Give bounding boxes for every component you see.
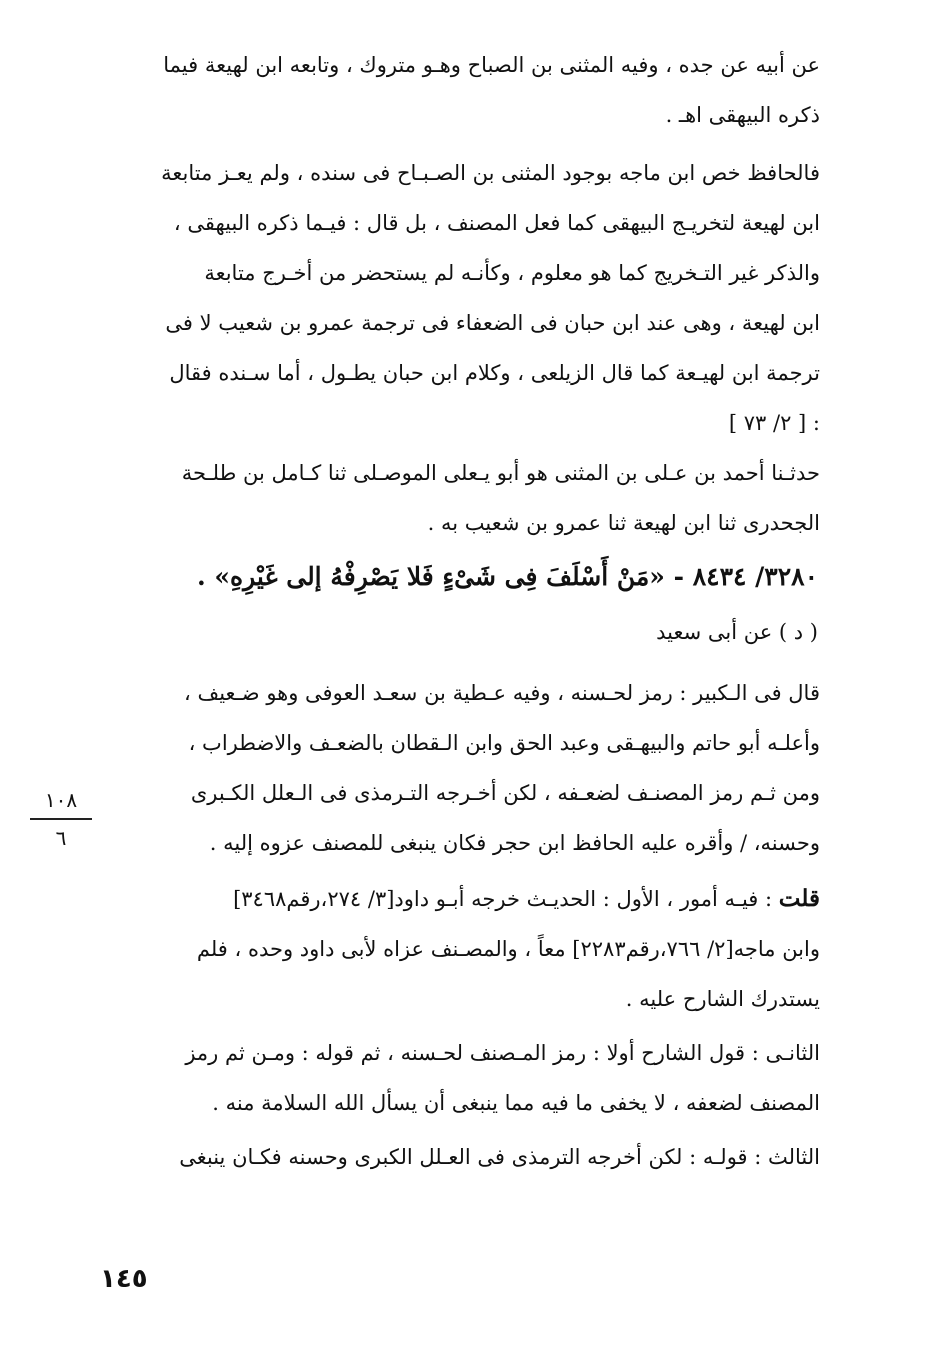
page-number: ١٤٥ <box>100 1264 148 1294</box>
paragraph-1 <box>100 40 820 140</box>
hadith-heading: ٣٢٨٠/ ٨٤٣٤ - «مَنْ أَسْلَفَ فِى شَىْءٍ فَلا يَصْرِفْهُ إلى غَيْرِهِ» . <box>196 562 818 591</box>
paragraph-4 <box>100 668 820 868</box>
text-line: فالحافظ خص ابن ماجه بوجود المثنى بن الصـبـاح فى سنده ، ولم يعـز متابعة <box>161 161 820 185</box>
paragraph-7 <box>100 1132 820 1182</box>
text-line: ابن لهيعة ، وهى عند ابن حبان فى الضعفاء فى ترجمة عمرو بن شعيب لا فى <box>165 311 820 335</box>
text-line: ذكره البيهقى اهـ . <box>665 103 820 127</box>
paragraph-3 <box>100 448 820 548</box>
text-line: والذكر غير التـخريج كما هو معلوم ، وكأنـه لم يستحضر من أخـرج متابعة <box>204 261 820 285</box>
text-line: قال فى الـكبير : رمز لحـسنه ، وفيه عـطية بن سعـد العوفى وهو ضـعيف ، <box>184 681 820 705</box>
text-line: المصنف لضعفه ، لا يخفى ما فيه مما ينبغى أن يسأل الله السلامة منه . <box>212 1091 820 1115</box>
paragraph-5 <box>100 874 820 1024</box>
hadith-source: ( د ) عن أبى سعيد <box>656 620 818 644</box>
qult-text: : فيـه أمور ، الأول : الحديـث خرجه أبـو داود[٣/ ٢٧٤،رقم٣٤٦٨] <box>233 887 773 911</box>
paragraph-6 <box>100 1028 820 1128</box>
text-line: الثالث : قولـه : لكن أخرجه الترمذى فى العـلل الكبرى وحسنه فكـان ينبغى <box>179 1145 820 1169</box>
text-line: وأعلـه أبو حاتم والبيهـقى وعبد الحق وابن الـقطان بالضعـف والاضطراب ، <box>188 731 820 755</box>
text-line: ابن لهيعة لتخريـج البيهقى كما فعل المصنف ، بل قال : فيـما ذكره البيهقى ، <box>173 211 820 235</box>
text-line: يستدرك الشارح عليه . <box>625 987 820 1011</box>
text-line: وحسنه، / وأقره عليه الحافظ ابن حجر فكان ينبغى للمصنف عزوه إليه . <box>209 831 820 855</box>
text-line: الثانـى : قول الشارح أولا : رمز المـصنف لحـسنه ، ثم قوله : ومـن ثم رمز <box>185 1041 820 1065</box>
margin-reference-bottom: ٦ <box>55 826 67 850</box>
text-line: حدثـنا أحمد بن عـلى بن المثنى هو أبو يـعلى الموصـلى ثنا كـامل بن طلـحة <box>181 461 820 485</box>
text-line: الجحدرى ثنا ابن لهيعة ثنا عمرو بن شعيب به . <box>427 511 820 535</box>
text-line: : [ ٢/ ٧٣ ] <box>728 411 820 435</box>
text-line: وابن ماجه[٢/ ٧٦٦،رقم٢٢٨٣] معاً ، والمصـنف عزاه لأبى داود وحده ، فلم <box>196 937 820 961</box>
margin-reference <box>30 784 92 854</box>
text-line <box>100 874 820 924</box>
qult-label: قلت <box>778 885 820 912</box>
margin-reference-top: ١٠٨ <box>44 788 78 812</box>
paragraph-2 <box>100 148 820 448</box>
margin-reference-divider <box>30 818 92 820</box>
text-line: عن أبيه عن جده ، وفيه المثنى بن الصباح وهـو متروك ، وتابعه ابن لهيعة فيما <box>163 53 820 77</box>
text-line: ومن ثـم رمز المصنـف لضعـفه ، لكن أخـرجه التـرمذى فى الـعلل الكـبرى <box>190 781 820 805</box>
text-line: ترجمة ابن لهيـعة كما قال الزيلعى ، وكلام ابن حبان يطـول ، أما سـنده فقال <box>169 361 820 385</box>
